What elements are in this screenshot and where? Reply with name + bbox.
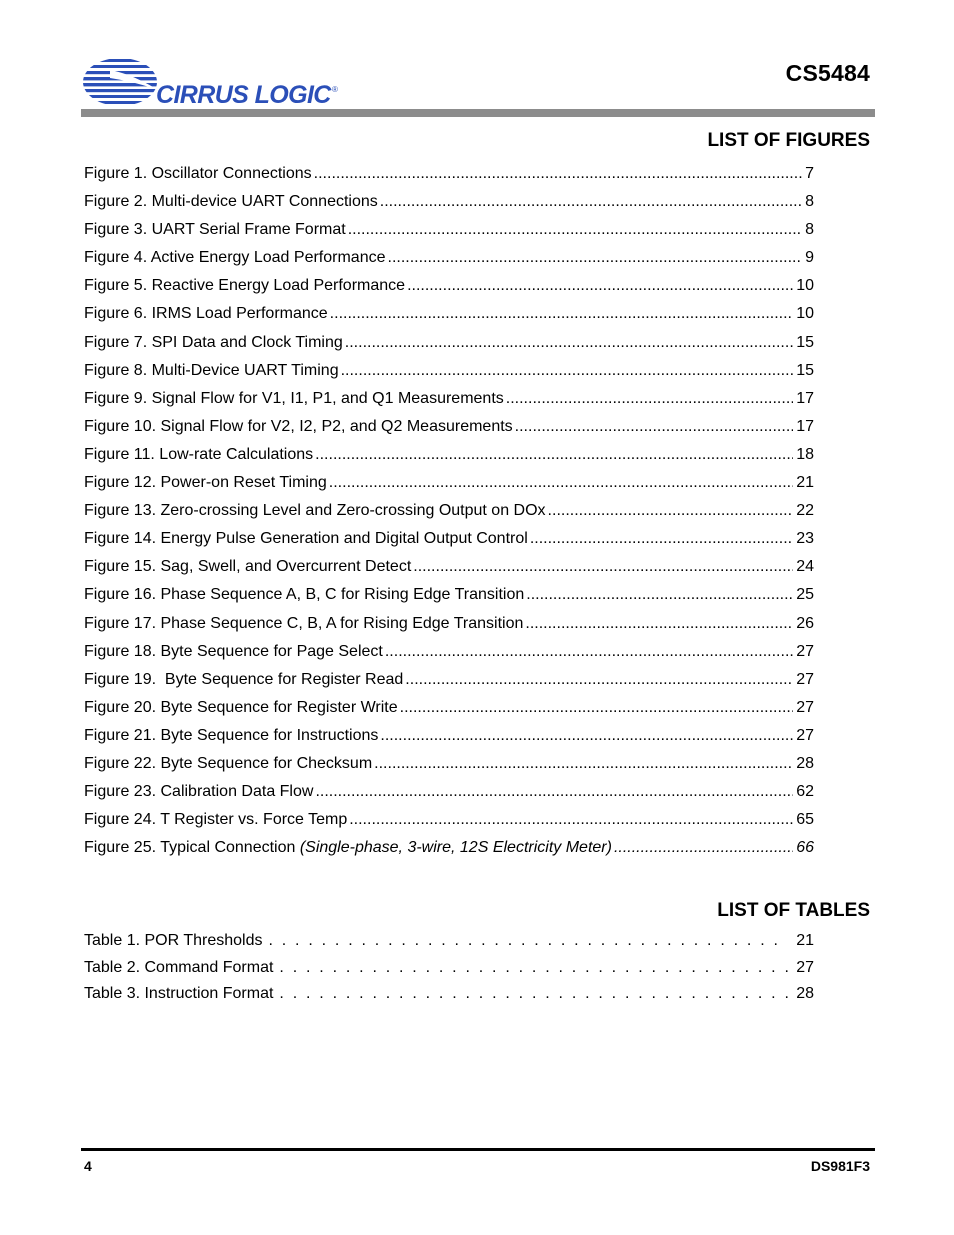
dot-leader <box>348 216 802 244</box>
document-id: CS5484 <box>785 60 870 86</box>
figure-entry-page: 8 <box>805 193 814 211</box>
figure-entry-label: Figure 11. Low-rate Calculations <box>84 445 314 463</box>
figure-entry-page: 27 <box>796 670 814 688</box>
dot-leader <box>345 329 793 357</box>
dot-leader <box>374 750 793 778</box>
figure-entry-label: Figure 12. Power-on Reset Timing <box>84 474 327 492</box>
figure-entry-page: 18 <box>796 445 814 463</box>
figure-entry-label: Figure 13. Zero-crossing Level and Zero-crossing Output on DOx <box>84 502 546 520</box>
dot-leader <box>400 694 794 722</box>
dot-leader <box>548 497 794 525</box>
figure-entry-label: Figure 10. Signal Flow for V2, I2, P2, and Q2 Measurements <box>84 417 513 435</box>
dot-leader <box>525 610 793 638</box>
dot-leader <box>268 928 788 954</box>
figure-entry-page: 66 <box>796 839 814 857</box>
figure-entry-label: Figure 2. Multi-device UART Connections <box>84 193 378 211</box>
figure-entry[interactable] <box>84 357 814 385</box>
figure-entry[interactable] <box>84 188 814 216</box>
table-entry-label: Table 1. POR Thresholds <box>84 932 263 949</box>
figure-entry[interactable] <box>84 469 814 497</box>
table-entry-page: 21 <box>796 932 814 949</box>
dot-leader <box>329 469 793 497</box>
figure-entry[interactable] <box>84 553 814 581</box>
logo-wordmark: CIRRUS LOGIC <box>156 81 331 108</box>
figure-entry-label: Figure 22. Byte Sequence for Checksum <box>84 754 373 772</box>
figure-entry[interactable] <box>84 581 814 609</box>
list-of-figures-title: LIST OF FIGURES <box>707 130 870 151</box>
figure-entry[interactable] <box>84 666 814 694</box>
figure-entry-page: 27 <box>796 642 814 660</box>
figure-entry-page: 10 <box>796 277 814 295</box>
table-entry[interactable] <box>84 955 814 982</box>
dot-leader <box>515 413 794 441</box>
figure-entry[interactable] <box>84 160 814 188</box>
table-entry-label: Table 3. Instruction Format <box>84 985 274 1003</box>
figure-entry-page: 21 <box>796 474 814 492</box>
dot-leader <box>526 581 793 609</box>
figure-entry-label: Figure 5. Reactive Energy Load Performance <box>84 277 406 295</box>
table-entry[interactable] <box>84 981 814 1008</box>
list-of-tables-title: LIST OF TABLES <box>717 900 870 921</box>
figure-entry[interactable] <box>84 638 814 666</box>
dot-leader <box>614 834 793 862</box>
footer-rule <box>81 1148 875 1151</box>
figure-entry-page: 17 <box>796 417 814 435</box>
figure-entry-label: Figure 25. Typical Connection <box>84 839 300 857</box>
dot-leader <box>349 806 793 834</box>
figure-entry-label: Figure 3. UART Serial Frame Format <box>84 221 346 239</box>
figures-list <box>84 160 814 862</box>
figure-entry-label: Figure 1. Oscillator Connections <box>84 165 312 182</box>
figure-entry-page: 15 <box>796 333 814 351</box>
dot-leader <box>380 188 802 216</box>
logo-registered-mark: ® <box>332 85 338 94</box>
figure-entry[interactable] <box>84 413 814 441</box>
dot-leader <box>380 722 793 750</box>
figure-entry-page: 9 <box>805 249 814 267</box>
dot-leader <box>279 981 788 1007</box>
figure-entry[interactable] <box>84 244 814 272</box>
dot-leader <box>405 666 793 694</box>
document-code: DS981F3 <box>810 1158 870 1174</box>
dot-leader <box>388 244 803 272</box>
figure-entry-page: 7 <box>805 165 814 182</box>
figure-entry-label: Figure 23. Calibration Data Flow <box>84 783 314 801</box>
figure-entry[interactable] <box>84 300 814 328</box>
figure-entry-label: Figure 19. Byte Sequence for Register Read <box>84 670 404 688</box>
figure-entry-page: 17 <box>796 389 814 407</box>
figure-entry-page: 27 <box>796 698 814 716</box>
figure-entry-page: 10 <box>796 305 814 323</box>
figure-entry-page: 65 <box>796 811 814 829</box>
table-entry-page: 28 <box>796 985 814 1003</box>
figure-entry-page: 62 <box>796 783 814 801</box>
figure-entry[interactable] <box>84 216 814 244</box>
figure-entry-page: 8 <box>805 221 814 239</box>
figure-entry-label: Figure 8. Multi-Device UART Timing <box>84 361 339 379</box>
figure-entry-label: Figure 24. T Register vs. Force Temp <box>84 811 348 829</box>
figure-entry[interactable] <box>84 441 814 469</box>
dot-leader <box>330 300 794 328</box>
figure-entry-label: Figure 20. Byte Sequence for Register Write <box>84 698 398 716</box>
dot-leader <box>407 272 793 300</box>
figure-entry[interactable] <box>84 778 814 806</box>
dot-leader <box>413 553 793 581</box>
dot-leader <box>530 525 793 553</box>
figure-entry[interactable] <box>84 385 814 413</box>
figure-entry[interactable] <box>84 806 814 834</box>
page-number: 4 <box>84 1158 92 1174</box>
figure-entry[interactable] <box>84 525 814 553</box>
figure-entry-label: Figure 16. Phase Sequence A, B, C for Rising Edge Transition <box>84 586 525 604</box>
figure-entry-label-italic: (Single-phase, 3-wire, 12S Electricity Meter) <box>299 839 612 857</box>
dot-leader <box>314 160 802 188</box>
dot-leader <box>315 778 793 806</box>
figure-entry[interactable] <box>84 834 814 862</box>
dot-leader <box>506 385 793 413</box>
dot-leader <box>341 357 794 385</box>
figure-entry-page: 24 <box>796 558 814 576</box>
figure-entry-label: Figure 14. Energy Pulse Generation and Digital Output Control <box>84 530 528 548</box>
figure-entry[interactable] <box>84 694 814 722</box>
figure-entry[interactable] <box>84 272 814 300</box>
dot-leader <box>315 441 793 469</box>
dot-leader <box>279 955 788 981</box>
tables-list <box>84 928 814 1008</box>
cirrus-logic-logo <box>80 56 340 108</box>
figure-entry[interactable] <box>84 722 814 750</box>
figure-entry[interactable] <box>84 750 814 778</box>
figure-entry-label: Figure 17. Phase Sequence C, B, A for Rising Edge Transition <box>84 614 524 632</box>
table-entry-label: Table 2. Command Format <box>84 958 274 976</box>
figure-entry-label: Figure 6. IRMS Load Performance <box>84 305 328 323</box>
header-rule <box>81 109 875 117</box>
figure-entry-page: 15 <box>796 361 814 379</box>
figure-entry-page: 27 <box>796 726 814 744</box>
figure-entry-label: Figure 4. Active Energy Load Performance <box>84 249 386 267</box>
figure-entry[interactable] <box>84 497 814 525</box>
figure-entry-label: Figure 9. Signal Flow for V1, I1, P1, and Q1 Measurements <box>84 389 504 407</box>
figure-entry-page: 22 <box>796 502 814 520</box>
figure-entry-page: 28 <box>796 754 814 772</box>
figure-entry[interactable] <box>84 329 814 357</box>
figure-entry-label: Figure 21. Byte Sequence for Instructions <box>84 726 379 744</box>
figure-entry-page: 26 <box>796 614 814 632</box>
table-entry-page: 27 <box>796 958 814 976</box>
dot-leader <box>385 638 793 666</box>
figure-entry-label: Figure 7. SPI Data and Clock Timing <box>84 333 343 351</box>
figure-entry-page: 25 <box>796 586 814 604</box>
figure-entry-label: Figure 18. Byte Sequence for Page Select <box>84 642 383 660</box>
figure-entry[interactable] <box>84 610 814 638</box>
figure-entry-label: Figure 15. Sag, Swell, and Overcurrent Detect <box>84 558 412 576</box>
table-entry[interactable] <box>84 928 814 955</box>
figure-entry-page: 23 <box>796 530 814 548</box>
